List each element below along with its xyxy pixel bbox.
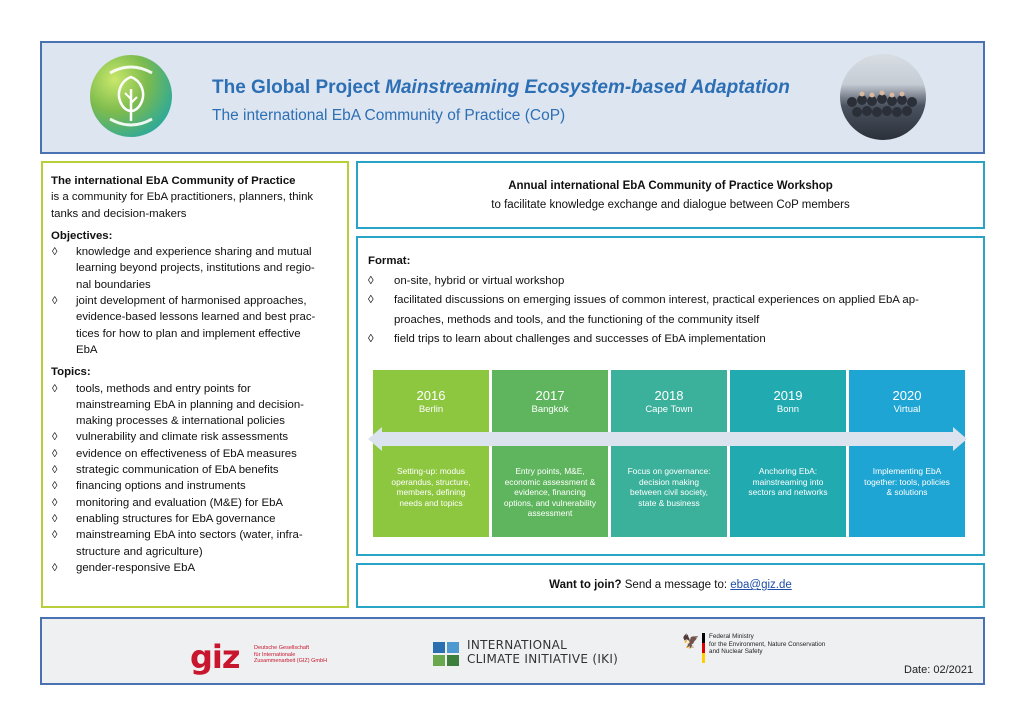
timeline-year: 2018 (654, 388, 684, 403)
intro-line: is a community for EbA practitioners, planners, think (51, 191, 314, 204)
join-text: Send a message to: (621, 579, 731, 591)
header-banner (40, 41, 985, 154)
timeline-item-2020 (849, 370, 965, 537)
list-item (51, 381, 339, 430)
timeline-year: 2019 (773, 388, 803, 403)
objectives-list (51, 244, 339, 358)
item-line: monitoring and evaluation (M&E) for EbA (76, 496, 284, 509)
timeline-city: Bonn (776, 404, 800, 415)
list-item (51, 244, 339, 293)
item-line: facilitated discussions on emerging issues of common interest, practical experiences on applied EbA ap- (394, 294, 919, 306)
list-item (51, 478, 339, 494)
diamond-bullet-icon: ◊ (52, 295, 58, 308)
item-line: nal boundaries (76, 278, 151, 291)
list-item (51, 462, 339, 478)
workshop-title: Annual international EbA Community of Practice Workshop (508, 180, 833, 192)
item-line: strategic communication of EbA benefits (76, 464, 279, 477)
diamond-bullet-icon: ◊ (368, 274, 374, 287)
item-line: making processes & international policies (76, 415, 285, 428)
item-line: field trips to learn about challenges and successes of EbA implementation (394, 333, 766, 345)
timeline-year: 2016 (416, 388, 446, 403)
item-line: on-site, hybrid or virtual workshop (394, 274, 565, 287)
title-plain: The Global Project (212, 77, 386, 98)
german-flag-stripe (702, 633, 705, 663)
diamond-bullet-icon: ◊ (52, 447, 58, 460)
community-panel (41, 161, 349, 608)
timeline-item-2018 (611, 370, 727, 537)
objectives-title: Objectives: (51, 229, 113, 242)
diamond-bullet-icon: ◊ (52, 561, 58, 574)
footer-logos (40, 617, 985, 685)
format-title: Format: (368, 255, 411, 267)
list-item (51, 446, 339, 462)
item-line: mainstreaming EbA in planning and decision- (76, 398, 304, 411)
timeline-year: 2020 (892, 388, 922, 403)
timeline-item-2019 (730, 370, 846, 537)
federal-eagle-icon: 🦅 (682, 633, 700, 649)
item-line: gender-responsive EbA (76, 561, 196, 574)
timeline-city: Bangkok (531, 404, 569, 415)
item-line: knowledge and experience sharing and mutual (76, 246, 312, 259)
timeline-year: 2017 (535, 388, 565, 403)
arrow-left-icon (368, 427, 382, 451)
workshop-box (356, 161, 985, 229)
item-line: structure and agriculture) (76, 545, 203, 558)
page-subtitle: The international EbA Community of Practice (CoP) (212, 107, 566, 124)
diamond-bullet-icon: ◊ (368, 294, 374, 306)
timeline-item-2016 (373, 370, 489, 537)
diamond-bullet-icon: ◊ (368, 333, 374, 345)
list-item (368, 291, 973, 330)
list-item (51, 293, 339, 358)
list-item (51, 429, 339, 445)
item-line: evidence on effectiveness of EbA measures (76, 447, 297, 460)
item-line: vulnerability and climate risk assessments (76, 431, 289, 444)
item-line: enabling structures for EbA governance (76, 512, 276, 525)
intro-line: tanks and decision-makers (51, 207, 187, 220)
diamond-bullet-icon: ◊ (52, 529, 58, 542)
diamond-bullet-icon: ◊ (52, 246, 58, 259)
timeline-city: Virtual (893, 404, 921, 415)
item-line: mainstreaming EbA into sectors (water, infra- (76, 529, 303, 542)
list-item (368, 330, 973, 350)
group-photo (840, 54, 926, 140)
intro-title: The international EbA Community of Practice (51, 175, 296, 187)
list-item (51, 560, 339, 576)
topics-list (51, 381, 339, 577)
item-line: tools, methods and entry points for (76, 382, 251, 395)
giz-logo: giz (190, 638, 240, 676)
iki-logo-icon (433, 642, 459, 666)
date-label: Date: 02/2021 (904, 664, 974, 676)
item-line: EbA (76, 343, 98, 356)
item-line: financing options and instruments (76, 480, 246, 493)
page-title (212, 77, 790, 99)
format-list (368, 272, 973, 350)
diamond-bullet-icon: ◊ (52, 382, 58, 395)
list-item (368, 272, 973, 292)
diamond-bullet-icon: ◊ (52, 431, 58, 444)
join-lead: Want to join? (549, 579, 622, 591)
item-line: evidence-based lessons learned and best prac- (76, 311, 316, 324)
item-line: learning beyond projects, institutions and regio- (76, 262, 315, 275)
timeline-arrow-bar (380, 432, 955, 446)
timeline-item-2017 (492, 370, 608, 537)
diamond-bullet-icon: ◊ (52, 496, 58, 509)
timeline-city: Berlin (418, 404, 444, 415)
list-item (51, 527, 339, 560)
topics-title: Topics: (51, 366, 91, 379)
timeline-desc: Implementing EbA together: tools, policies & solutions (864, 466, 950, 498)
list-item (51, 511, 339, 527)
bmu-name: Federal Ministry for the Environment, Nature Conservation and Nuclear Safety (709, 633, 826, 655)
email-link[interactable]: eba@giz.de (730, 579, 792, 591)
join-box (356, 563, 985, 608)
item-line: joint development of harmonised approaches, (76, 295, 307, 308)
timeline-desc: Entry points, M&E, economic assessment & evidence, financing options, and vulnerability assessment (503, 466, 597, 519)
title-italic: Mainstreaming Ecosystem-based Adaptation (385, 77, 790, 98)
timeline-desc: Focus on governance: decision making between civil society, state & business (627, 466, 711, 508)
giz-name: Deutsche Gesellschaft für Internationale Zusammenarbeit (GIZ) GmbH (254, 645, 328, 664)
diamond-bullet-icon: ◊ (52, 512, 58, 525)
timeline-city: Cape Town (645, 404, 693, 415)
workshop-subtitle: to facilitate knowledge exchange and dialogue between CoP members (491, 199, 850, 211)
list-item (51, 495, 339, 511)
arrow-right-icon (953, 427, 967, 451)
diamond-bullet-icon: ◊ (52, 464, 58, 477)
timeline-desc: Anchoring EbA: mainstreaming into sectors and networks (748, 466, 828, 498)
diamond-bullet-icon: ◊ (52, 480, 58, 493)
timeline-desc: Setting-up: modus operandus, structure, members, defining needs and topics (391, 466, 471, 508)
item-line: proaches, methods and tools, and the functioning of the community itself (394, 313, 760, 326)
iki-name: INTERNATIONAL CLIMATE INITIATIVE (IKI) (467, 638, 619, 666)
item-line: tices for how to plan and implement effective (76, 327, 301, 340)
eba-logo (90, 55, 172, 137)
